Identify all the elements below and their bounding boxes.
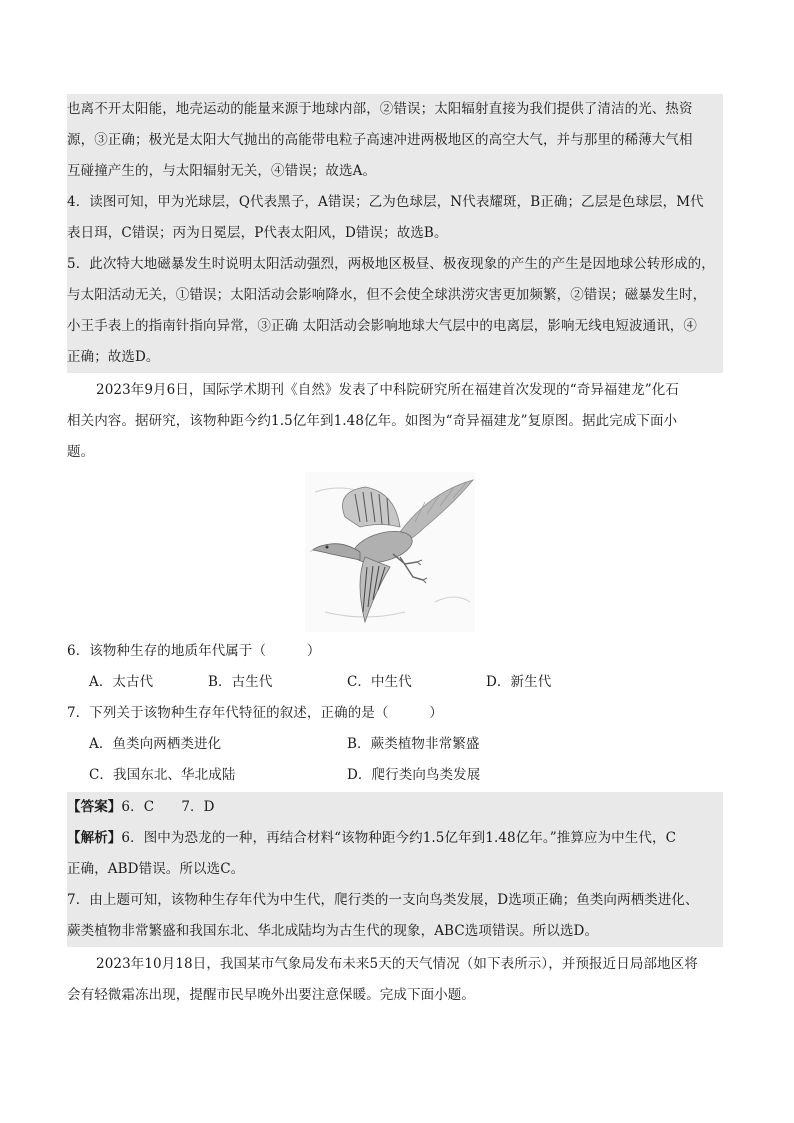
option-d: D．爬行类向鸟类发展	[347, 767, 481, 783]
material-line: 2023年10月18日，我国某市气象局发布未来5天的天气情况（如下表所示），并预报近日局部地区将	[96, 956, 698, 972]
option-c: C．我国东北、华北成陆	[89, 767, 236, 783]
option-d: D．新生代	[486, 674, 552, 690]
option-a: A．太古代	[89, 674, 154, 690]
material-line: 2023年9月6日，国际学术期刊《自然》发表了中科院研究所在福建首次发现的“奇异福建龙”化石	[96, 382, 679, 398]
analysis-line: 也离不开太阳能，地壳运动的能量来源于地球内部，②错误；太阳辐射直接为我们提供了清洁的光、热资	[67, 101, 693, 117]
feathered-dinosaur-illustration	[305, 472, 475, 632]
analysis-line: 源，③正确；极光是太阳大气抛出的高能带电粒子高速冲进两极地区的高空大气，并与那里的稀薄大气相	[67, 132, 693, 148]
material-line: 相关内容。据研究，该物种距今约1.5亿年到1.48亿年。如图为“奇异福建龙”复原图。据此完成下面小	[67, 413, 678, 429]
question-6	[67, 636, 723, 698]
material-line: 会有轻微霜冻出现，提醒市民早晚外出要注意保暖。完成下面小题。	[67, 987, 475, 1003]
previous-analysis-block	[67, 94, 723, 373]
analysis-line: 4．读图可知，甲为光球层，Q代表黑子，A错误；乙为色球层，N代表耀斑，B正确；乙层是色球层，M代	[67, 194, 704, 210]
analysis-line: 蕨类植物非常繁盛和我国东北、华北成陆均为古生代的现象，ABC选项错误。所以选D。	[67, 923, 599, 939]
options-row	[67, 760, 723, 791]
analysis-line: 小王手表上的指南针指向异常，③正确 太阳活动会影响地球大气层中的电离层，影响无线电短波通讯，④	[67, 318, 697, 334]
next-material-paragraph	[67, 949, 723, 1011]
analysis-line: 互碰撞产生的，与太阳辐射无关，④错误；故选A。	[67, 163, 377, 179]
options-row	[67, 729, 723, 760]
material-paragraph	[67, 375, 723, 468]
options-row	[67, 667, 723, 698]
analysis-label: 【解析】	[67, 830, 122, 846]
answer-line	[67, 792, 723, 823]
analysis-line: 正确，ABD错误。所以选C。	[67, 861, 245, 877]
question-7	[67, 698, 723, 791]
answer-analysis-block	[67, 792, 723, 947]
answer-text: 6．C 7．D	[121, 799, 215, 815]
fujianvenator-reconstruction-figure	[305, 472, 475, 632]
analysis-line	[67, 823, 723, 854]
analysis-text: 6．图中为恐龙的一种，再结合材料“该物种距今约1.5亿年到1.48亿年。”推算应为中生代，C	[121, 830, 677, 846]
option-a: A．鱼类向两栖类进化	[89, 736, 222, 752]
option-b: B．蕨类植物非常繁盛	[347, 736, 480, 752]
analysis-line: 5．此次特大地磁暴发生时说明太阳活动强烈，两极地区极昼、极夜现象的产生的产生是因地球公转形成的，	[67, 256, 715, 272]
analysis-line: 与太阳活动无关，①错误；太阳活动会影响降水，但不会使全球洪涝灾害更加频繁，②错误；磁暴发生时，	[67, 287, 707, 303]
option-c: C．中生代	[347, 674, 412, 690]
option-b: B．古生代	[208, 674, 273, 690]
answer-label: 【答案】	[67, 799, 122, 815]
question-stem: 6．该物种生存的地质年代属于（ ）	[67, 643, 321, 659]
analysis-line: 正确；故选D。	[67, 349, 160, 365]
material-line: 题。	[67, 444, 95, 460]
analysis-line: 7．由上题可知，该物种生存年代为中生代，爬行类的一支向鸟类发展，D选项正确；鱼类向两栖类进化、	[67, 892, 699, 908]
analysis-line: 表日珥，C错误；丙为日冕层，P代表太阳风，D错误；故选B。	[67, 225, 448, 241]
question-stem: 7．下列关于该物种生存年代特征的叙述，正确的是（ ）	[67, 705, 443, 721]
